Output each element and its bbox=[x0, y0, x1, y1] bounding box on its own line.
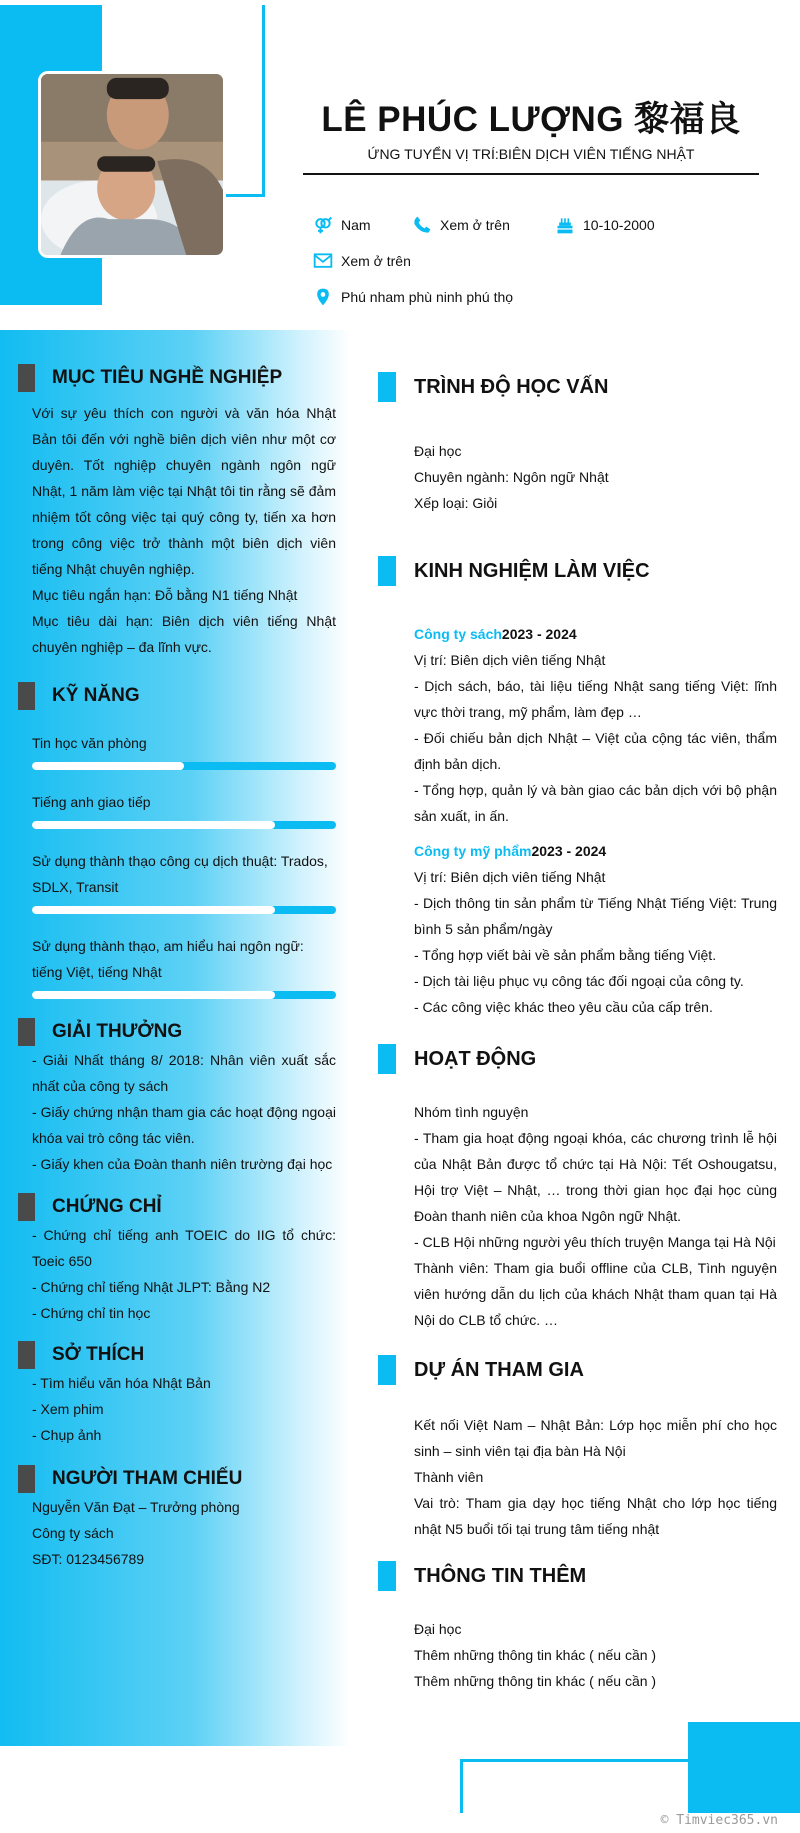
phone-value: Xem ở trên bbox=[440, 217, 510, 233]
footer-accent-block bbox=[688, 1722, 800, 1813]
phone-icon bbox=[412, 215, 432, 235]
job-years: 2023 - 2024 bbox=[531, 843, 607, 859]
section-title: SỞ THÍCH bbox=[52, 1344, 145, 1365]
section-title: DỰ ÁN THAM GIA bbox=[414, 1358, 584, 1381]
skill-bar bbox=[32, 906, 336, 914]
section-header-certificates bbox=[18, 1193, 162, 1221]
education-item: Chuyên ngành: Ngôn ngữ Nhật bbox=[414, 469, 609, 485]
skill-bar bbox=[32, 991, 336, 999]
education-item: Xếp loại: Giỏi bbox=[414, 495, 498, 511]
section-header-projects bbox=[378, 1355, 584, 1385]
section-marker bbox=[378, 372, 396, 402]
hobby-item: - Tìm hiểu văn hóa Nhật Bản bbox=[32, 1375, 211, 1391]
project-item: Thành viên bbox=[414, 1469, 484, 1485]
contact-email bbox=[313, 251, 411, 271]
birthday-value: 10-10-2000 bbox=[583, 217, 655, 233]
footer-frame-line bbox=[460, 1759, 463, 1813]
section-marker bbox=[18, 1341, 35, 1369]
location-pin-icon bbox=[313, 287, 333, 307]
email-icon bbox=[313, 251, 333, 271]
section-marker bbox=[378, 556, 396, 586]
skill-bar bbox=[32, 821, 336, 829]
section-title: NGƯỜI THAM CHIẾU bbox=[52, 1468, 243, 1489]
activity-item: Nhóm tình nguyện bbox=[414, 1104, 529, 1120]
skill-bar-fill bbox=[32, 906, 275, 914]
job-duty: - Tổng hợp, quản lý và bàn giao các bản dịch với bộ phận sản xuất, in ấn. bbox=[414, 782, 777, 824]
section-marker bbox=[378, 1044, 396, 1074]
education-item: Đại học bbox=[414, 443, 462, 459]
section-header-activities bbox=[378, 1044, 536, 1074]
reference-item: Nguyễn Văn Đạt – Trưởng phòng bbox=[32, 1499, 240, 1515]
skill-bar-fill bbox=[32, 991, 275, 999]
job-duty: - Dịch tài liệu phục vụ công tác đối ngoại của công ty. bbox=[414, 973, 744, 989]
certificate-item: - Chứng chỉ tiếng anh TOEIC do IIG tổ chức: Toeic 650 bbox=[32, 1227, 336, 1269]
activity-item: - Tham gia hoạt động ngoại khóa, các chương trình lễ hội của Nhật Bản được tổ chức tại Hà Nội: Tết Oshougatsu, Hội trợ Việt – Nhật, … trong thời gian học đại học cùng Đoàn thanh niên của khoa Ngôn ngữ Nhật. bbox=[414, 1130, 777, 1224]
section-marker bbox=[18, 1193, 35, 1221]
section-marker bbox=[18, 682, 35, 710]
certificate-item: - Chứng chỉ tin học bbox=[32, 1305, 151, 1321]
job-duty: - Dịch sách, báo, tài liệu tiếng Nhật sang tiếng Việt: lĩnh vực thời trang, mỹ phẩm, làm đẹp … bbox=[414, 678, 777, 720]
section-marker bbox=[18, 1018, 35, 1046]
objective-long-term: Mục tiêu dài hạn: Biên dịch viên tiếng Nhật chuyên nghiệp – đa lĩnh vực. bbox=[32, 613, 336, 655]
reference-item: Công ty sách bbox=[32, 1525, 114, 1541]
skill-bar-fill bbox=[32, 821, 275, 829]
extra-item: Đại học bbox=[414, 1621, 462, 1637]
section-title: KINH NGHIỆM LÀM VIỆC bbox=[414, 559, 650, 582]
objective-short-term: Mục tiêu ngắn hạn: Đỗ bằng N1 tiếng Nhật bbox=[32, 587, 298, 603]
job-duty: - Tổng hợp viết bài về sản phẩm bằng tiếng Việt. bbox=[414, 947, 717, 963]
section-header-awards bbox=[18, 1018, 182, 1046]
job-company: Công ty mỹ phẩm bbox=[414, 843, 532, 859]
award-item: - Giải Nhất tháng 8/ 2018: Nhân viên xuất sắc nhất của công ty sách bbox=[32, 1052, 336, 1094]
watermark: © Timviec365.vn bbox=[660, 1813, 778, 1828]
section-title: HOẠT ĐỘNG bbox=[414, 1047, 537, 1070]
applied-position: ỨNG TUYỂN VỊ TRÍ:BIÊN DỊCH VIÊN TIẾNG NHẬT bbox=[367, 146, 695, 162]
section-header-extra bbox=[378, 1561, 586, 1591]
job-role: Vị trí: Biên dịch viên tiếng Nhật bbox=[414, 869, 606, 885]
certificate-item: - Chứng chỉ tiếng Nhật JLPT: Bằng N2 bbox=[32, 1279, 271, 1295]
section-marker bbox=[18, 364, 35, 392]
section-header-skills bbox=[18, 682, 140, 710]
job-duty: - Đối chiếu bản dịch Nhật – Việt của cộng tác viên, thẩm định bản dịch. bbox=[414, 730, 777, 772]
reference-item: SĐT: 0123456789 bbox=[32, 1551, 145, 1567]
award-item: - Giấy khen của Đoàn thanh niên trường đại học bbox=[32, 1156, 333, 1172]
photo-frame-line bbox=[222, 194, 265, 197]
header-divider bbox=[303, 173, 759, 175]
footer-frame-line bbox=[460, 1759, 700, 1762]
section-title: GIẢI THƯỞNG bbox=[52, 1021, 183, 1042]
birthday-cake-icon bbox=[555, 215, 575, 235]
section-title: CHỨNG CHỈ bbox=[52, 1196, 162, 1217]
section-header-references bbox=[18, 1465, 242, 1493]
section-marker bbox=[378, 1561, 396, 1591]
section-title: THÔNG TIN THÊM bbox=[414, 1564, 587, 1587]
activity-item: - CLB Hội những người yêu thích truyện Manga tại Hà Nội bbox=[414, 1234, 776, 1250]
project-item: Vai trò: Tham gia dạy học tiếng Nhật cho lớp học tiếng nhật N5 buổi tối tại trung tâm tiếng nhật bbox=[414, 1495, 777, 1537]
gender-value: Nam bbox=[341, 217, 371, 233]
skill-bar bbox=[32, 762, 336, 770]
photo-frame-line bbox=[262, 5, 265, 197]
contact-address bbox=[313, 287, 513, 307]
section-title: MỤC TIÊU NGHỀ NGHIỆP bbox=[52, 367, 283, 388]
project-item: Kết nối Việt Nam – Nhật Bản: Lớp học miễn phí cho học sinh – sinh viên tại địa bàn Hà Nội bbox=[414, 1417, 777, 1459]
objective-paragraph: Với sự yêu thích con người và văn hóa Nhật Bản tôi đến với nghề biên dịch viên như một cơ duyên. Tốt nghiệp chuyên ngành ngôn ngữ Nhật, 1 năm làm việc tại Nhật tôi tin rằng sẽ đảm nhiệm tốt công việc tại quý công ty, tiến xa hơn trong công việc trở thành một biên dịch viên tiếng Nhật chuyên nghiệp. bbox=[32, 405, 336, 577]
section-header-experience bbox=[378, 556, 650, 586]
job-role: Vị trí: Biên dịch viên tiếng Nhật bbox=[414, 652, 606, 668]
job-duty: - Dịch thông tin sản phẩm từ Tiếng Nhật Tiếng Việt: Trung bình 5 sản phẩm/ngày bbox=[414, 895, 777, 937]
job-heading bbox=[414, 838, 777, 864]
activity-item: Thành viên: Tham gia buổi offline của CLB, Tình nguyện viên hướng dẫn du lịch của khách Nhật tham quan tại Hà Nội do CLB tổ chức. … bbox=[414, 1260, 777, 1328]
section-header-education bbox=[378, 372, 608, 402]
extra-item: Thêm những thông tin khác ( nếu cần ) bbox=[414, 1647, 657, 1663]
skill-label: Tiếng anh giao tiếp bbox=[32, 794, 151, 810]
address-value: Phú nham phù ninh phú thọ bbox=[341, 289, 514, 305]
award-item: - Giấy chứng nhận tham gia các hoạt động ngoại khóa vai trò công tác viên. bbox=[32, 1104, 336, 1146]
email-value: Xem ở trên bbox=[341, 253, 411, 269]
gender-icon bbox=[313, 215, 333, 235]
job-duty: - Các công việc khác theo yêu cầu của cấp trên. bbox=[414, 999, 713, 1015]
contact-birthday bbox=[555, 215, 655, 235]
candidate-name: LÊ PHÚC LƯỢNG 黎福良 bbox=[321, 100, 741, 139]
hobby-item: - Chụp ảnh bbox=[32, 1427, 102, 1443]
job-company: Công ty sách bbox=[414, 626, 502, 642]
skill-label: Sử dụng thành thạo, am hiểu hai ngôn ngữ: tiếng Việt, tiếng Nhật bbox=[32, 938, 304, 980]
job-years: 2023 - 2024 bbox=[501, 626, 577, 642]
job-heading bbox=[414, 621, 777, 647]
section-title: KỸ NĂNG bbox=[52, 685, 140, 706]
section-marker bbox=[18, 1465, 35, 1493]
section-header-hobbies bbox=[18, 1341, 144, 1369]
skill-label: Tin học văn phòng bbox=[32, 735, 147, 751]
extra-item: Thêm những thông tin khác ( nếu cần ) bbox=[414, 1673, 657, 1689]
contact-phone bbox=[412, 215, 510, 235]
contact-gender bbox=[313, 215, 371, 235]
section-header-objective bbox=[18, 364, 282, 392]
profile-photo bbox=[38, 71, 226, 258]
skill-label: Sử dụng thành thạo công cụ dịch thuật: Trados, SDLX, Transit bbox=[32, 853, 328, 895]
section-marker bbox=[378, 1355, 396, 1385]
section-title: TRÌNH ĐỘ HỌC VẤN bbox=[414, 375, 609, 398]
hobby-item: - Xem phim bbox=[32, 1401, 104, 1417]
skill-bar-fill bbox=[32, 762, 184, 770]
